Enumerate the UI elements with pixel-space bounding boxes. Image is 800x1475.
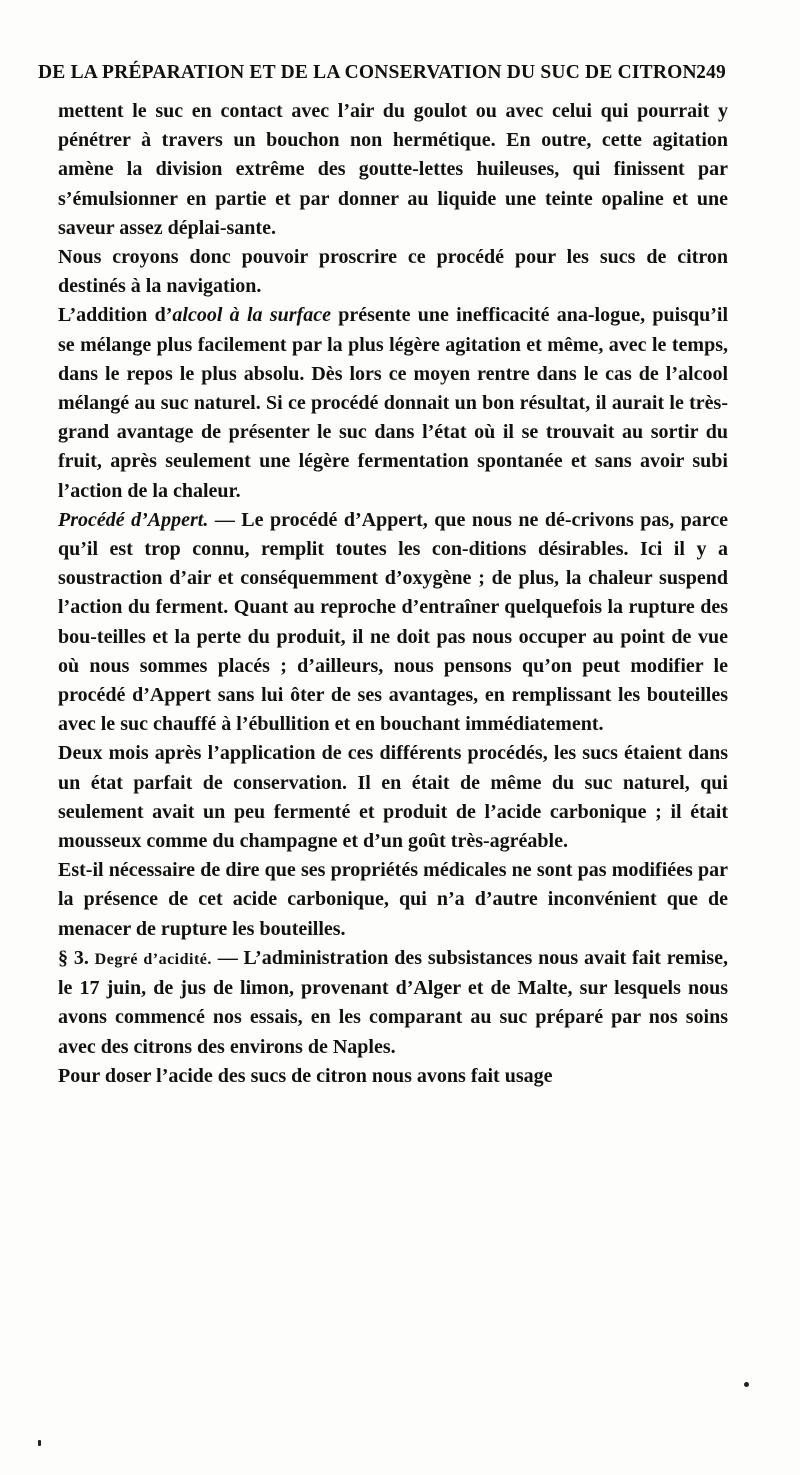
body-text [58,97,728,1091]
italic-text: alcool à la surface [172,304,331,327]
text-run: Pour doser l’acide des sucs de citron nous avons fait usage [58,1064,553,1087]
paragraph [58,856,728,944]
italic-text: Procédé d’Appert. [58,508,209,531]
paragraph [58,301,728,505]
page-number: 249 [696,62,726,83]
text-run: Est-il nécessaire de dire que ses propriétés médicales ne sont pas modifiées par la présence de cet acide carbonique, qui n’a d’autre inconvénient que de menacer de rupture les bouteilles. [58,859,728,940]
text-run: Nous croyons donc pouvoir proscrire ce procédé pour les sucs de citron destinés à la navigation. [58,246,728,298]
text-run: L’addition d’ [58,304,173,327]
text-run: — L’administration des subsistances nous avait fait remise, le 17 juin, de jus de limon, provenant d’Alger et de Malte, sur lesquels nous avons commencé nos essais, en les comparant au suc préparé par nos soins avec des citrons des environs de Naples. [58,946,728,1058]
running-header [38,62,726,92]
paragraph [58,739,728,856]
stray-ink-dot [38,1440,41,1446]
paragraph [58,243,728,301]
text-run: — Le procédé d’Appert, que nous ne dé-crivons pas, parce qu’il est trop connu, remplit toutes les con-ditions désirables. Ici il y a soustraction d’air et conséquemment d’oxygène ; de plus, la chaleur suspend l’action du ferment. Quant au reproche d’entraîner quelquefois la rupture des bou-teilles et la perte du produit, il ne doit pas nous occuper au point de vue où nous sommes placés ; d’ailleurs, nous pensons qu’on peut modifier le procédé d’Appert sans lui ôter de ses avantages, en remplissant les bouteilles avec le suc chauffé à l’ébullition et en bouchant immédiatement. [58,508,728,736]
stray-ink-dot [744,1382,749,1387]
text-run: § 3. [58,946,95,969]
text-run: Deux mois après l’application de ces différents procédés, les sucs étaient dans un état parfait de conservation. Il en était de même du suc naturel, qui seulement avait un peu fermenté et produit de l’acide carbonique ; il était mousseux comme du champagne et d’un goût très-agréable. [58,742,728,853]
text-run: mettent le suc en contact avec l’air du goulot ou avec celui qui pourrait y pénétrer à travers un bouchon non hermétique. En outre, cette agitation amène la division extrême des goutte-lettes huileuses, qui finissent par s’émulsionner en partie et par donner au liquide une teinte opaline et une saveur assez déplai-sante. [58,100,728,239]
paragraph [58,97,728,243]
running-title: DE LA PRÉPARATION ET DE LA CONSERVATION DU SUC DE CITRON. [38,62,702,83]
section-heading: Degré d’acidité. [94,950,212,968]
text-run: présente une inefficacité ana-logue, puisqu’il se mélange plus facilement par la plus légère agitation et même, avec le temps, dans le repos le plus absolu. Dès lors ce moyen rentre dans le cas de l’alcool mélangé au suc naturel. Si ce procédé donnait un bon résultat, il aurait le très-grand avantage de présenter le suc dans l’état où il se trouvait au sortir du fruit, après seulement une légère fermentation spontanée et sans avoir subi l’action de la chaleur. [58,304,729,502]
paragraph [58,1062,728,1091]
paragraph [58,944,728,1062]
paragraph [58,506,728,740]
